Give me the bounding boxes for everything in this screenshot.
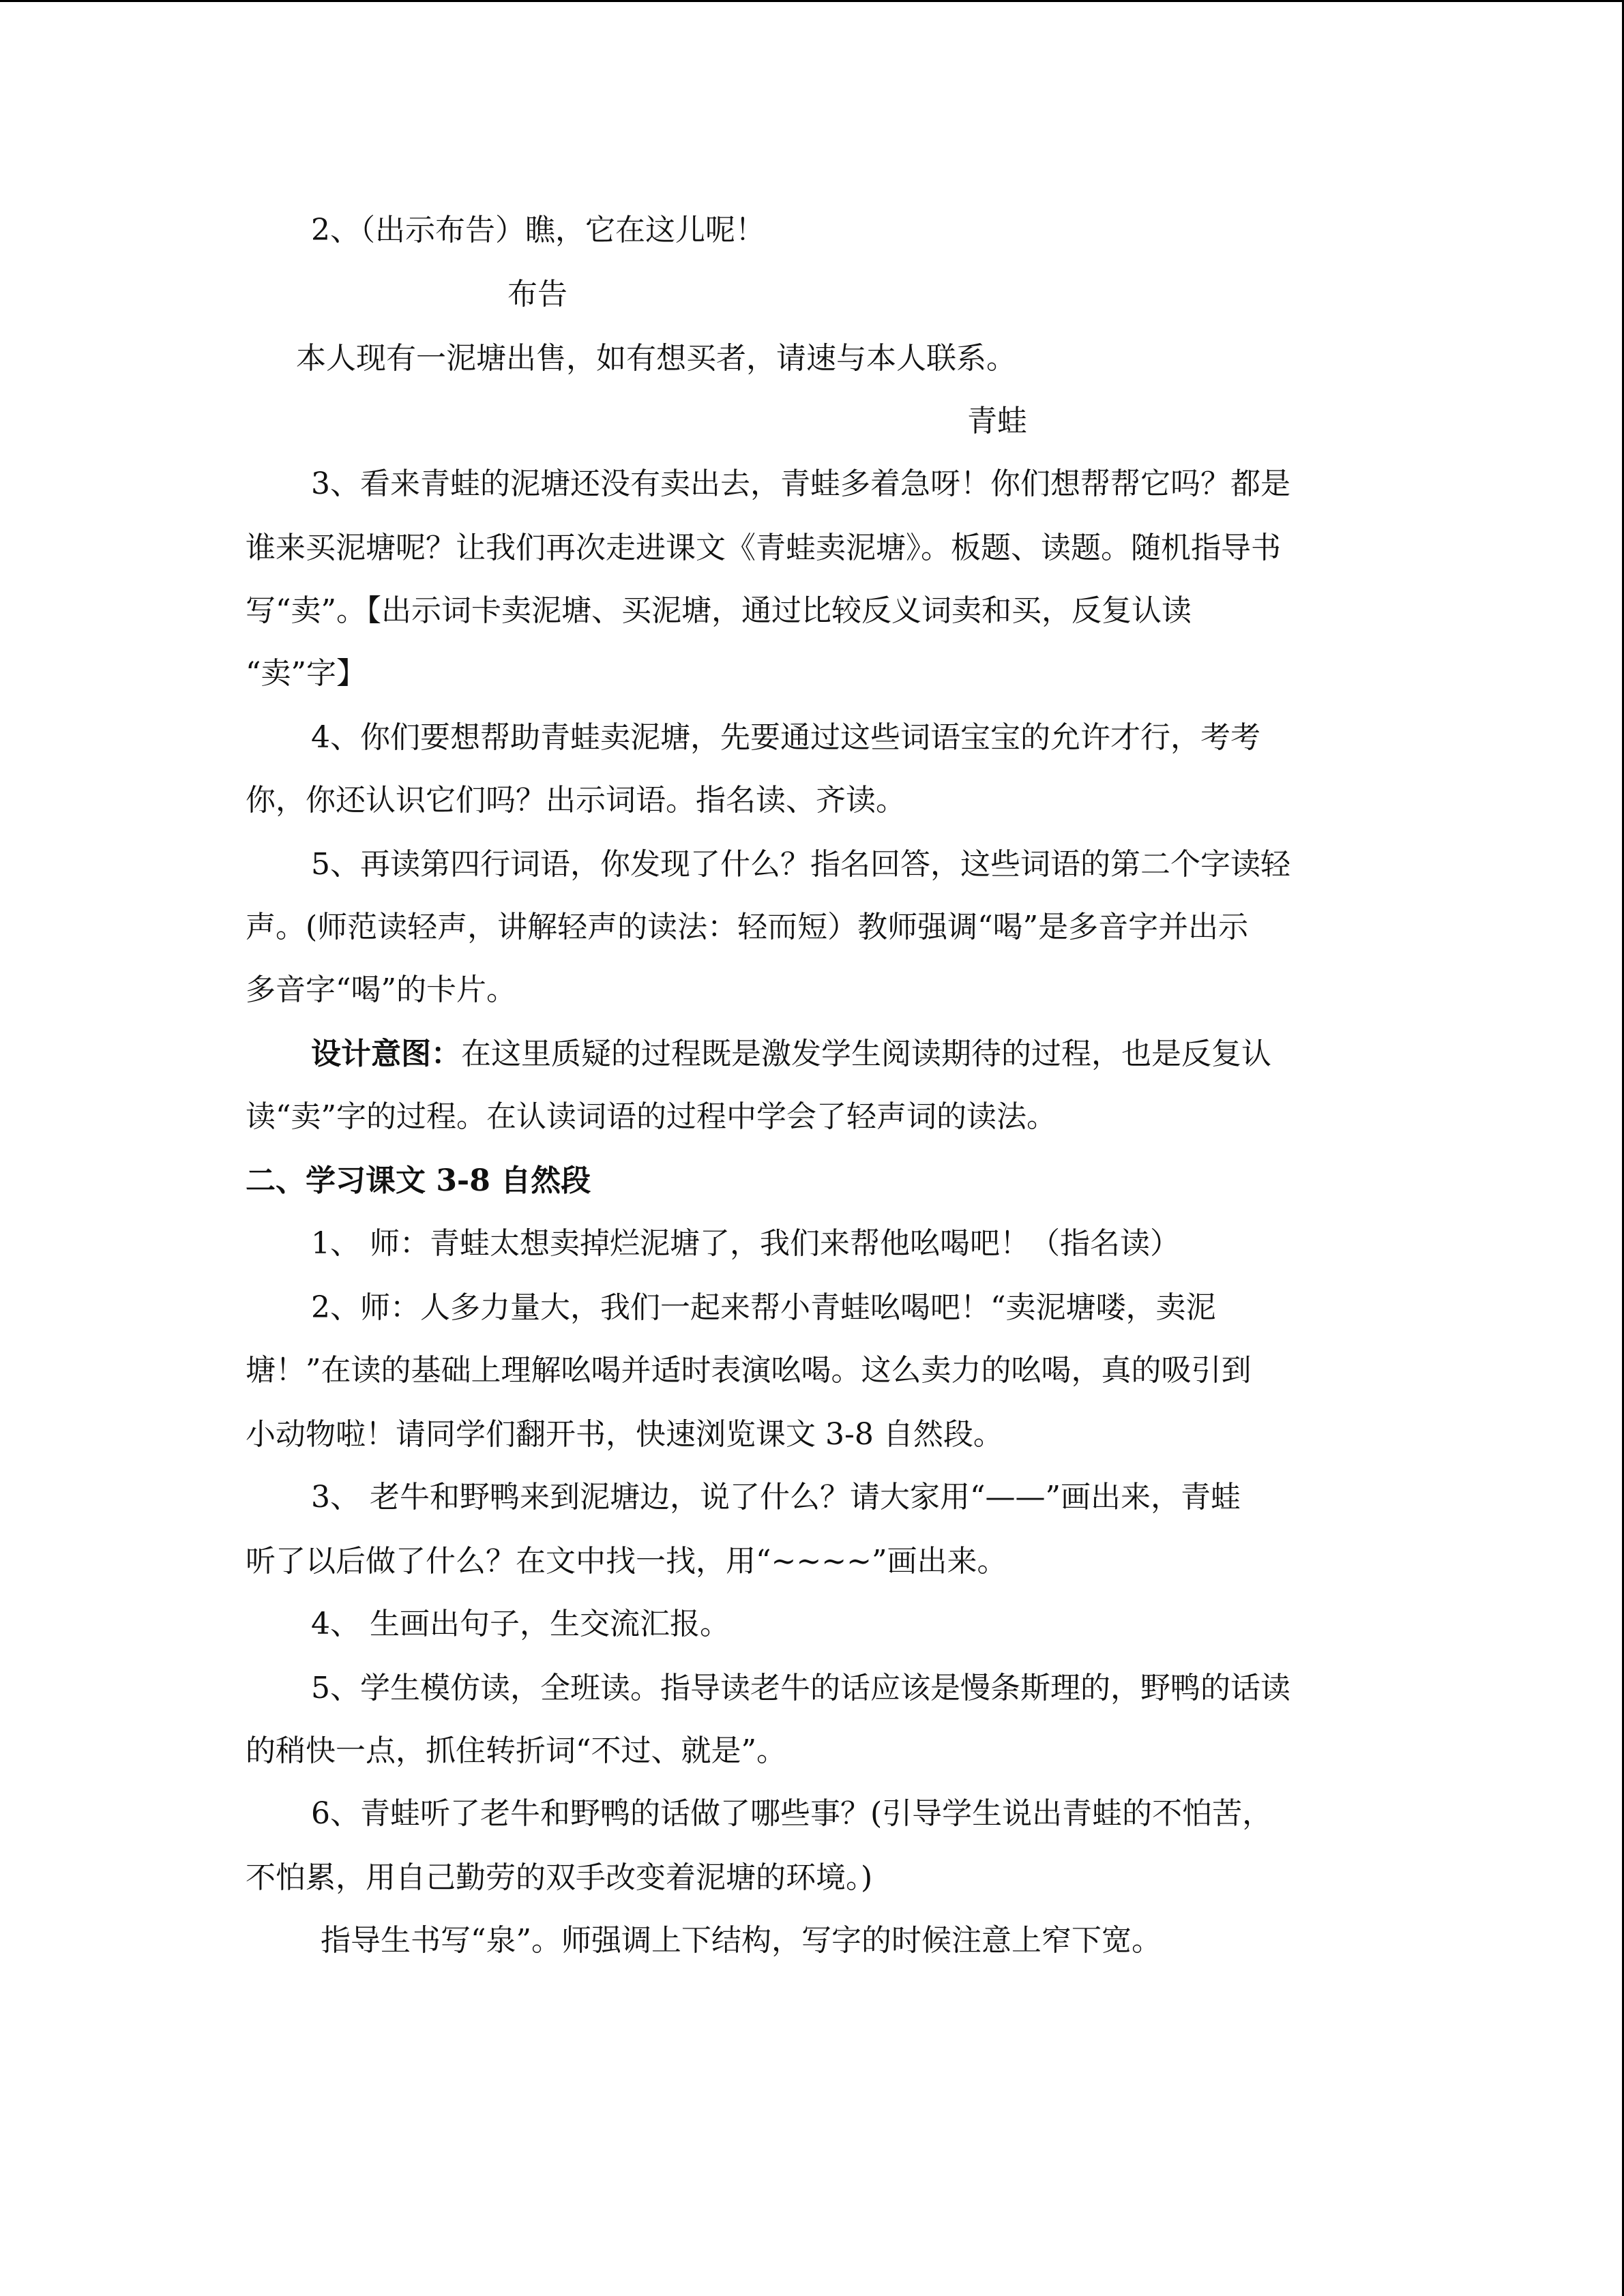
- paragraph-line: 多音字“喝”的卡片。: [246, 972, 516, 1007]
- paragraph-line: 5、再读第四行词语，你发现了什么？指名回答，这些词语的第二个字读轻: [311, 847, 1290, 882]
- paragraph-line: 你，你还认识它们吗？出示词语。指名读、齐读。: [246, 783, 906, 818]
- notice-body: 本人现有一泥塘出售，如有想买者，请速与本人联系。: [296, 341, 1016, 376]
- paragraph-line: 4、你们要想帮助青蛙卖泥塘，先要通过这些词语宝宝的允许才行，考考: [311, 720, 1260, 755]
- paragraph-line: 声。(师范读轻声，讲解轻声的读法：轻而短）教师强调“喝”是多音字并出示: [246, 910, 1249, 944]
- paragraph-line: 读“卖”字的过程。在认读词语的过程中学会了轻声词的读法。: [246, 1099, 1057, 1134]
- paragraph-line: 4、 生画出句子，生交流汇报。: [311, 1607, 730, 1641]
- paragraph-line: 的稍快一点，抓住转折词“不过、就是”。: [246, 1733, 786, 1768]
- section-heading: 二、学习课文 3-8 自然段: [246, 1163, 591, 1198]
- paragraph-line: 听了以后做了什么？在文中找一找，用“~~~~”画出来。: [246, 1544, 1007, 1579]
- design-intent-label: 设计意图：: [311, 1037, 461, 1071]
- design-intent-line: [311, 1039, 1271, 1069]
- paragraph-line: 不怕累，用自己勤劳的双手改变着泥塘的环境。): [246, 1860, 873, 1895]
- paragraph-line: 谁来买泥塘呢？让我们再次走进课文《青蛙卖泥塘》。板题、读题。随机指导书: [246, 531, 1281, 565]
- paragraph-line: 塘！”在读的基础上理解吆喝并适时表演吆喝。这么卖力的吆喝，真的吸引到: [246, 1353, 1252, 1388]
- notice-signature: 青蛙: [967, 404, 1027, 438]
- notice-title: 布告: [507, 277, 567, 312]
- paragraph-line: 5、学生模仿读，全班读。指导读老牛的话应该是慢条斯理的，野鸭的话读: [311, 1671, 1290, 1705]
- paragraph-line: “卖”字】: [246, 656, 366, 691]
- paragraph-line: 3、看来青蛙的泥塘还没有卖出去，青蛙多着急呀！你们想帮帮它吗？都是: [311, 466, 1290, 501]
- paragraph-line: 小动物啦！请同学们翻开书，快速浏览课文 3-8 自然段。: [246, 1417, 1003, 1452]
- paragraph-line: 2、师：人多力量大，我们一起来帮小青蛙吆喝吧！“卖泥塘喽，卖泥: [311, 1290, 1216, 1325]
- paragraph-line: 指导生书写“泉”。师强调上下结构，写字的时候注意上窄下宽。: [321, 1923, 1162, 1958]
- paragraph-line: 1、 师：青蛙太想卖掉烂泥塘了，我们来帮他吆喝吧！（指名读）: [311, 1226, 1180, 1261]
- paragraph-line: 6、青蛙听了老牛和野鸭的话做了哪些事？(引导学生说出青蛙的不怕苦，: [311, 1796, 1273, 1831]
- paragraph-line: 3、 老牛和野鸭来到泥塘边，说了什么？请大家用“——”画出来，青蛙: [311, 1480, 1241, 1515]
- design-intent-text: 在这里质疑的过程既是激发学生阅读期待的过程，也是反复认: [461, 1037, 1271, 1071]
- paragraph-line: 写“卖”。【出示词卡卖泥塘、买泥塘，通过比较反义词卖和买，反复认读: [246, 593, 1192, 628]
- paragraph-line: 2、（出示布告）瞧，它在这儿呢！: [311, 213, 765, 248]
